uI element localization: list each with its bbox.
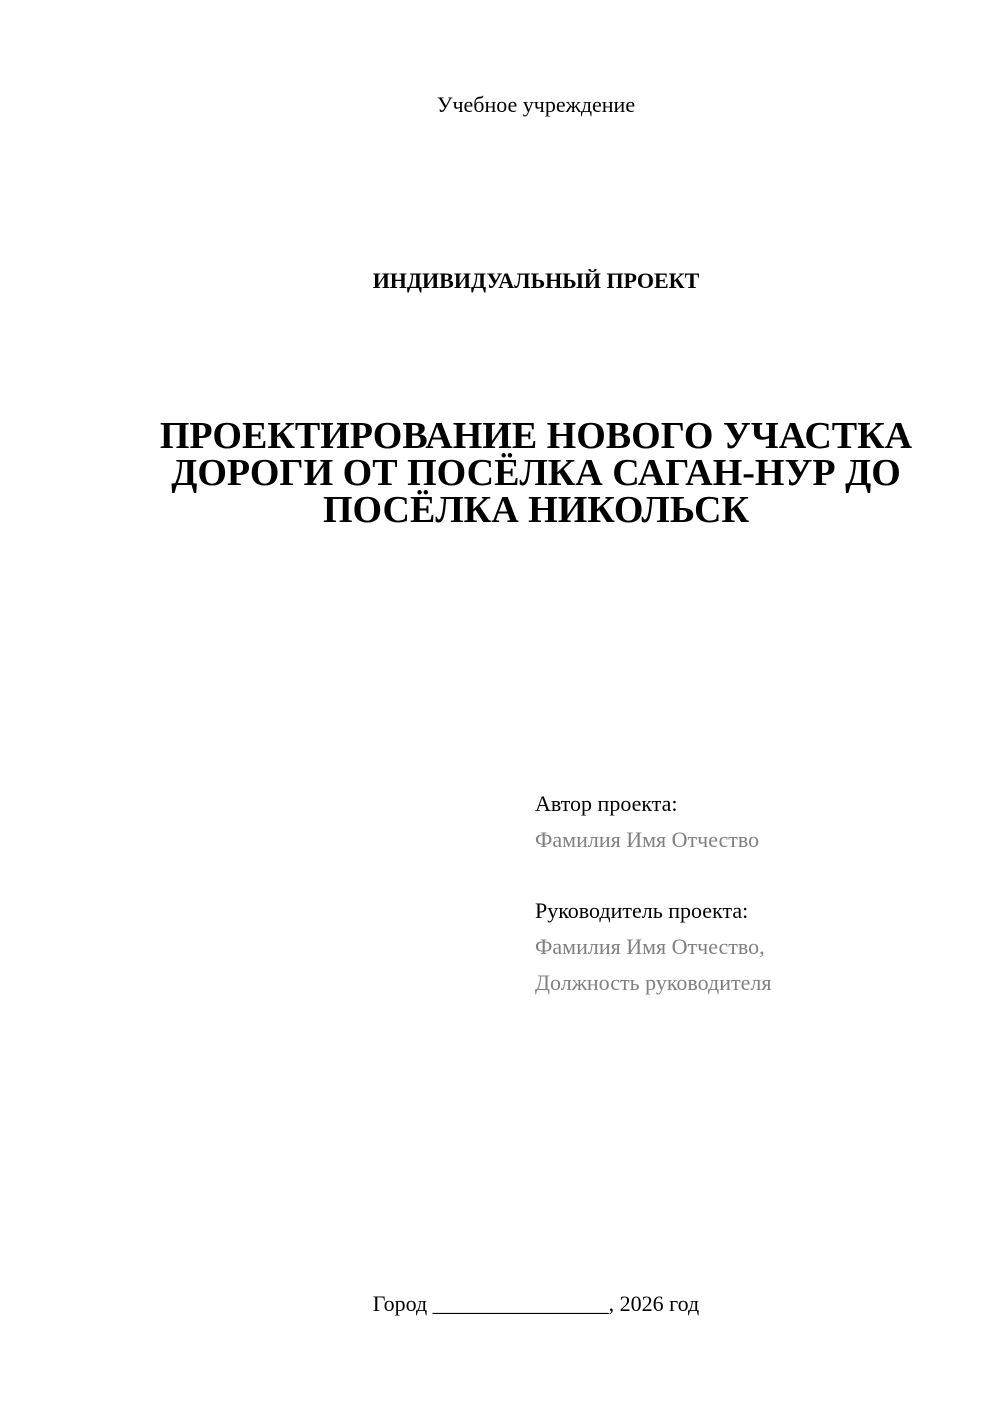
project-title-line-1: ПРОЕКТИРОВАНИЕ НОВОГО УЧАСТКА: [159, 415, 913, 457]
document-type-heading: ИНДИВИДУАЛЬНЫЙ ПРОЕКТ: [372, 268, 700, 293]
project-title-line-3: ПОСЁЛКА НИКОЛЬСК: [322, 489, 750, 531]
supervisor-name: Фамилия Имя Отчество,: [535, 934, 765, 959]
supervisor-position: Должность руководителя: [535, 970, 772, 995]
institution-name: Учебное учреждение: [436, 92, 636, 117]
supervisor-label: Руководитель проекта:: [535, 898, 749, 923]
author-block: [535, 786, 759, 858]
supervisor-block: [535, 893, 771, 1001]
author-label: Автор проекта:: [535, 791, 678, 816]
project-title: [0, 415, 1000, 531]
project-title-line-2: ДОРОГИ ОТ ПОСЁЛКА САГАН-НУР ДО: [171, 452, 901, 494]
city-year-line: Город ________________, 2026 год: [372, 1291, 700, 1316]
author-name: Фамилия Имя Отчество: [535, 827, 760, 852]
